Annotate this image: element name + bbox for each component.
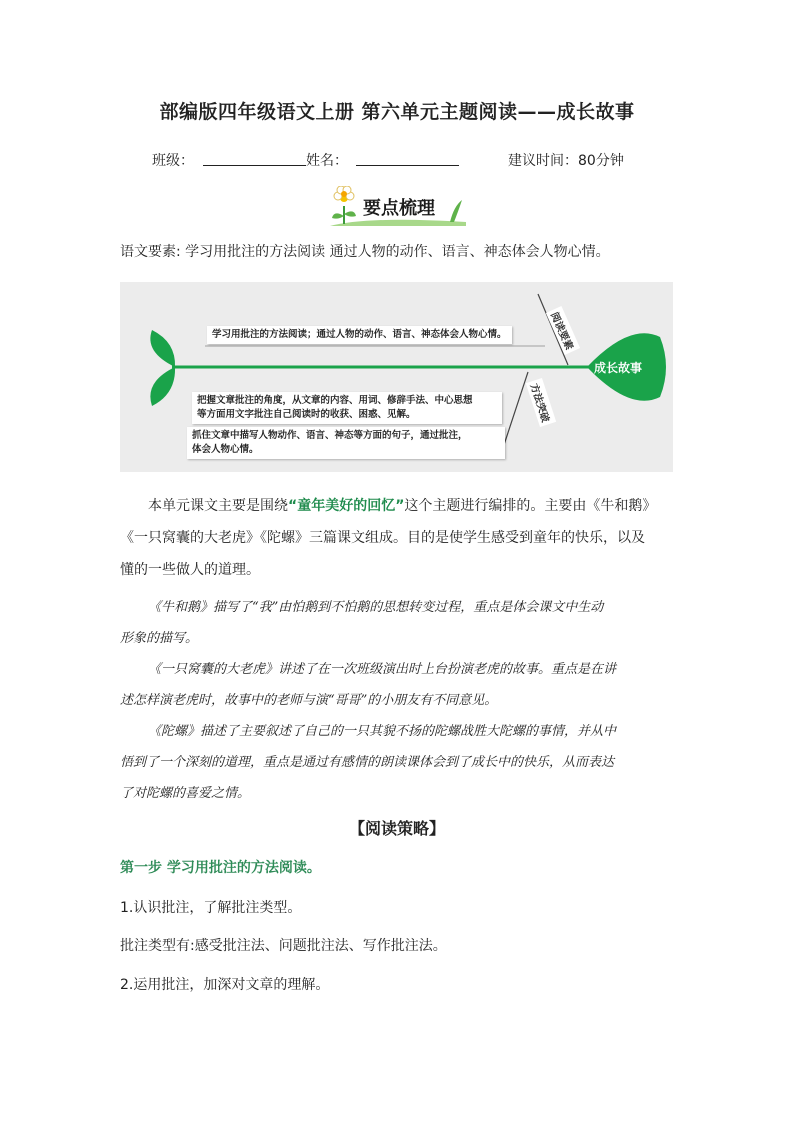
step-one: 第一步 学习用批注的方法阅读。 <box>120 860 321 876</box>
name-label: 姓名： <box>306 153 348 169</box>
summary-laohu-2: 述怎样演老虎时，故事中的老师与演“哥哥”的小朋友有不同意见。 <box>120 693 498 708</box>
bottom-bone-box-2-line-1: 抓住文章中描写人物动作、语言、神态等方面的句子，通过批注， <box>192 430 468 441</box>
summary-tuoluo-2: 悟到了一个深刻的道理，重点是通过有感情的朗读课体会到了成长中的快乐，从而表达 <box>120 755 615 770</box>
name-blank[interactable] <box>356 151 459 166</box>
section-badge <box>328 186 468 228</box>
section-badge-label: 要点梳理 <box>363 198 435 219</box>
top-bone-box: 学习用批注的方法阅读；通过人物的动作、语言、神态体会人物心情。 <box>207 326 512 344</box>
summary-tuoluo-3: 了对陀螺的喜爱之情。 <box>120 786 251 801</box>
suggested-time: 建议时间：80分钟 <box>508 153 624 169</box>
language-elements: 语文要素: 学习用批注的方法阅读 通过人物的动作、语言、神态体会人物心情。 <box>120 244 610 260</box>
intro-line-1-a: 本单元课文主要是围绕 <box>148 498 288 514</box>
page-title: 部编版四年级语文上册 第六单元主题阅读——成长故事 <box>159 101 635 123</box>
annotation-types: 批注类型有:感受批注法、问题批注法、写作批注法。 <box>120 938 447 954</box>
bottom-bone-box-2-line-2: 体会人物心情。 <box>192 444 259 455</box>
theme-highlight: “童年美好的回忆” <box>288 498 405 514</box>
class-label: 班级： <box>152 153 194 169</box>
intro-line-1 <box>148 490 656 523</box>
bottom-branch-label: 方法突破 <box>526 378 556 427</box>
class-blank[interactable] <box>203 151 306 166</box>
item-1: 1.认识批注，了解批注类型。 <box>120 900 302 916</box>
bottom-bone-box-1-line-2: 等方面用文字批注自己阅读时的收获、困惑、见解。 <box>197 409 416 420</box>
top-branch-label: 阅读要素 <box>546 306 580 355</box>
summary-tuoluo-1: 《陀螺》描述了主要叙述了自己的一只其貌不扬的陀螺战胜大陀螺的事情，并从中 <box>148 724 617 739</box>
intro-line-3: 懂的一些做人的道理。 <box>120 562 260 578</box>
bottom-bone-box-1-line-1: 把握文章批注的角度，从文章的内容、用词、修辞手法、中心思想 <box>197 395 473 406</box>
fishbone-diagram <box>120 282 673 472</box>
intro-line-2: 《一只窝囊的大老虎》《陀螺》三篇课文组成。目的是使学生感受到童年的快乐，以及 <box>120 530 645 546</box>
fish-head-label: 成长故事 <box>594 361 643 375</box>
bottom-bone-box-2 <box>187 427 505 459</box>
strategy-heading: 【阅读策略】 <box>348 819 445 838</box>
item-2: 2.运用批注，加深对文章的理解。 <box>120 977 330 993</box>
summary-laohu-1: 《一只窝囊的大老虎》讲述了在一次班级演出时上台扮演老虎的故事。重点是在讲 <box>148 662 617 677</box>
summary-niu-he-e-2: 形象的描写。 <box>120 631 199 646</box>
summary-niu-he-e-1: 《牛和鹅》描写了“我”由怕鹅到不怕鹅的思想转变过程，重点是体会课文中生动 <box>148 600 604 615</box>
bottom-bone-box-1 <box>192 392 502 424</box>
intro-line-1-c: 这个主题进行编排的。主要由《牛和鹅》 <box>404 498 657 514</box>
